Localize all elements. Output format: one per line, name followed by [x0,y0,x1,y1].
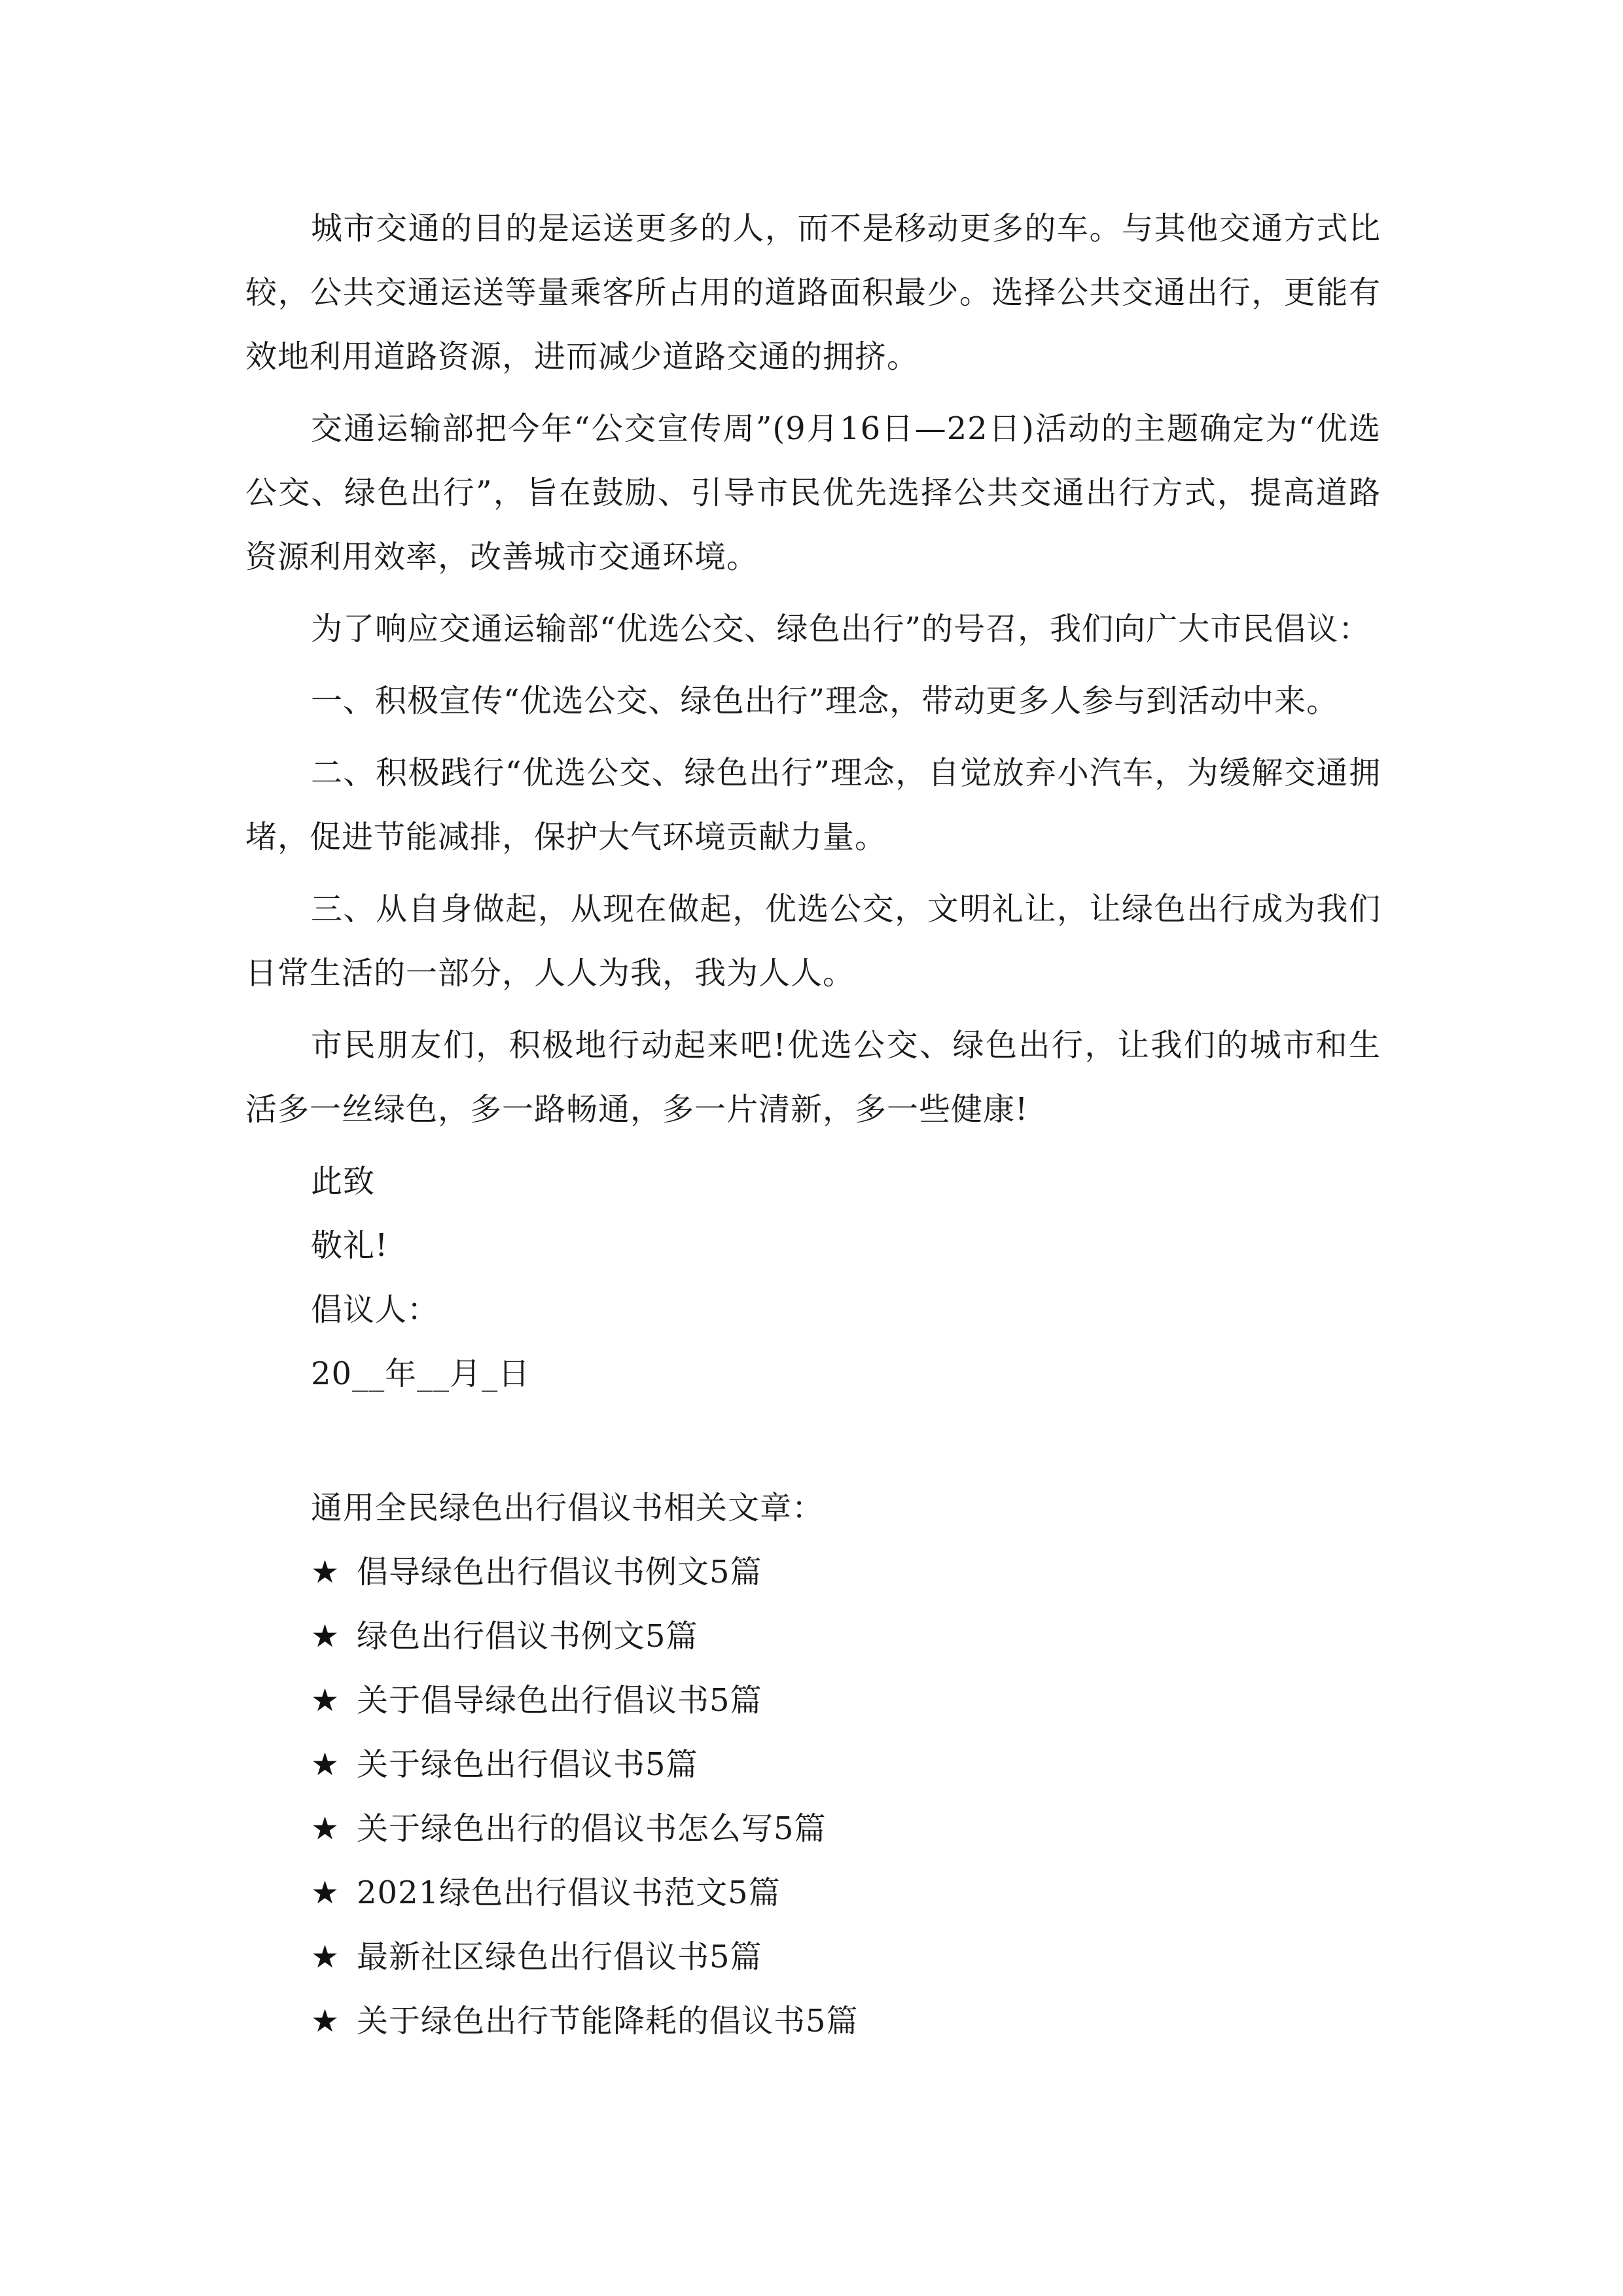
paragraph-theme: 交通运输部把今年“公交宣传周”(9月16日—22日)活动的主题确定为“优选公交、绿色出行”，旨在鼓励、引导市民优先选择公共交通出行方式，提高道路资源利用效率，改善城市交通环境。 [245,410,1381,575]
related-article-item[interactable] [311,1989,1358,2053]
star-icon: ★ [311,1682,340,1719]
related-article-item[interactable] [311,1732,1358,1797]
related-article-label: 倡导绿色出行倡议书例文5篇 [357,1554,762,1590]
related-article-label: 最新社区绿色出行倡议书5篇 [357,1939,762,1975]
paragraph-point-2: 二、积极践行“优选公交、绿色出行”理念，自觉放弃小汽车，为缓解交通拥堵，促进节能减排，保护大气环境贡献力量。 [245,755,1381,855]
related-articles-list [311,1540,1358,2053]
related-article-item[interactable] [311,1797,1358,1861]
related-articles [311,1476,1358,2053]
related-article-label: 关于绿色出行的倡议书怎么写5篇 [357,1810,827,1847]
related-article-item[interactable] [311,1861,1358,1925]
related-article-item[interactable] [311,1925,1358,1989]
related-article-label: 2021绿色出行倡议书范文5篇 [357,1874,781,1911]
star-icon: ★ [311,1746,340,1783]
closing-regards: 敬礼! [311,1227,389,1264]
paragraph-point-3: 三、从自身做起，从现在做起，优选公交，文明礼让，让绿色出行成为我们日常生活的一部分，人人为我，我为人人。 [245,891,1381,992]
related-article-label: 关于绿色出行倡议书5篇 [357,1746,698,1783]
closing-salutation: 此致 [311,1163,376,1200]
related-articles-title: 通用全民绿色出行倡议书相关文章： [311,1490,825,1526]
star-icon: ★ [311,1618,340,1655]
closing-date: 20__年__月_日 [311,1355,531,1392]
related-article-label: 关于绿色出行节能降耗的倡议书5篇 [357,2003,859,2039]
star-icon: ★ [311,1874,340,1911]
related-article-item[interactable] [311,1604,1358,1668]
closing-signer: 倡议人： [311,1291,440,1328]
related-article-label: 绿色出行倡议书例文5篇 [357,1618,698,1655]
document-body [245,196,1381,1406]
related-article-label: 关于倡导绿色出行倡议书5篇 [357,1682,762,1719]
paragraph-point-1: 一、积极宣传“优选公交、绿色出行”理念，带动更多人参与到活动中来。 [311,683,1339,719]
star-icon: ★ [311,1810,340,1847]
paragraph-intro: 城市交通的目的是运送更多的人，而不是移动更多的车。与其他交通方式比较，公共交通运送等量乘客所占用的道路面积最少。选择公共交通出行，更能有效地利用道路资源，进而减少道路交通的拥挤。 [245,210,1381,375]
paragraph-call: 为了响应交通运输部“优选公交、绿色出行”的号召，我们向广大市民倡议： [311,611,1371,647]
star-icon: ★ [311,1554,340,1590]
paragraph-appeal: 市民朋友们，积极地行动起来吧!优选公交、绿色出行，让我们的城市和生活多一丝绿色，多一路畅通，多一片清新，多一些健康! [245,1027,1381,1128]
related-article-item[interactable] [311,1540,1358,1604]
star-icon: ★ [311,1939,340,1975]
star-icon: ★ [311,2003,340,2039]
related-article-item[interactable] [311,1668,1358,1732]
